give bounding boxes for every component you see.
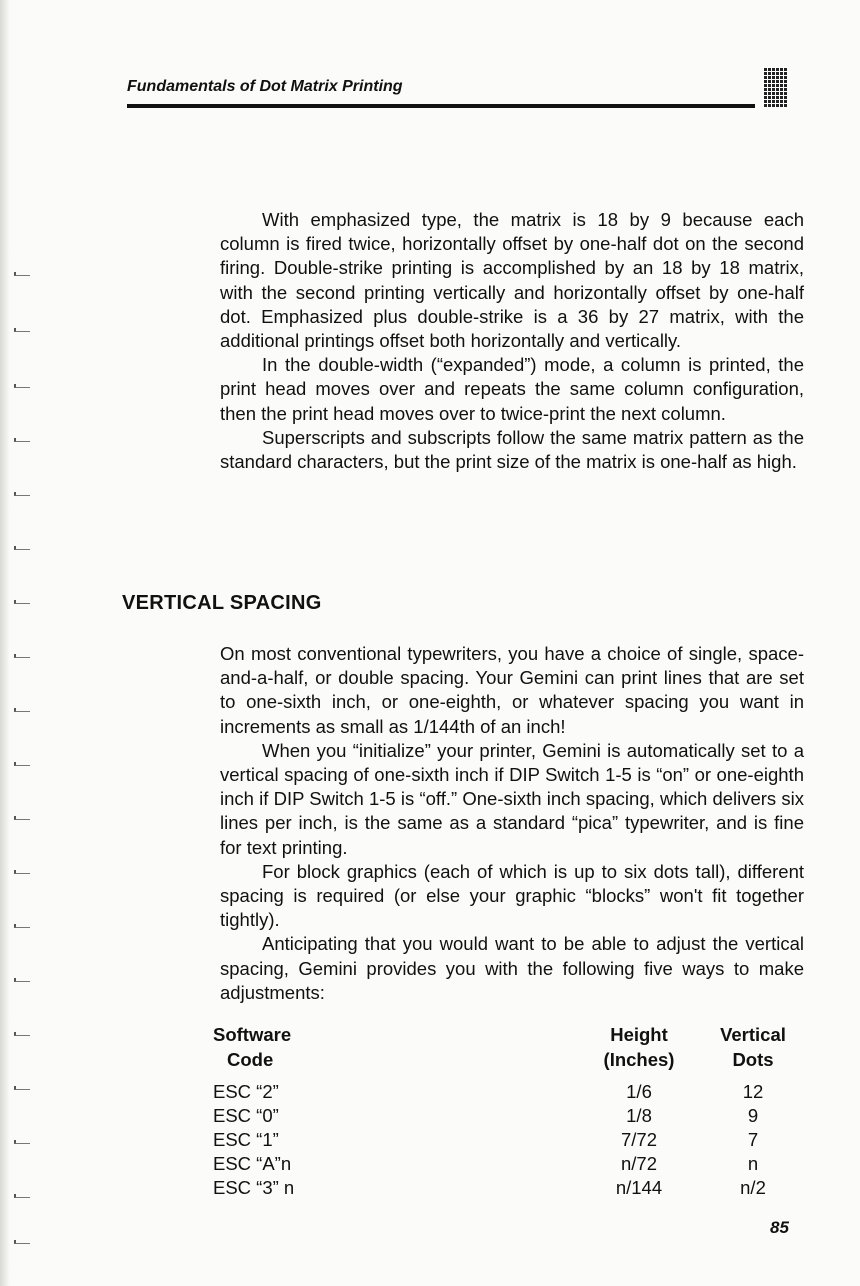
code-cell: ESC “2” xyxy=(213,1081,279,1102)
running-header: Fundamentals of Dot Matrix Printing xyxy=(127,78,403,95)
dots-cell: 9 xyxy=(747,1105,759,1126)
column-header-vertical-dots xyxy=(705,1022,801,1072)
code-cell: ESC “A”n xyxy=(213,1153,292,1174)
section-heading: VERTICAL SPACING xyxy=(122,592,322,614)
page-binding-edge xyxy=(0,0,10,1286)
column-header-height xyxy=(593,1022,685,1072)
header-line: Code xyxy=(227,1049,274,1070)
code-cell: ESC “0” xyxy=(213,1105,279,1126)
paragraph: With emphasized type, the matrix is 18 by 9 because each column is fired twice, horizontally offset by one-half dot on the second firing. Double-strike printing is accomplished by an 18 by 18 matrix, with the second printing vertically and horizontally offset by one-half dot. Emphasized plus double-strike is a 36 by 27 matrix, with the additional printings offset both horizontally and vertically. xyxy=(220,209,804,352)
section-text xyxy=(220,642,804,1005)
binding-mark xyxy=(14,1032,30,1036)
code-cell: ESC “3” n xyxy=(213,1177,295,1198)
header-rule xyxy=(127,104,755,108)
binding-mark xyxy=(14,1240,30,1244)
header-line: Dots xyxy=(732,1049,774,1070)
binding-mark xyxy=(14,492,30,496)
binding-mark xyxy=(14,546,30,550)
dots-cell: n/2 xyxy=(740,1177,766,1198)
header-line: Software xyxy=(213,1024,292,1045)
binding-mark xyxy=(14,1194,30,1198)
binding-mark xyxy=(14,1086,30,1090)
binding-mark xyxy=(14,328,30,332)
paragraph: In the double-width (“expanded”) mode, a column is printed, the print head moves over and repeats the same column configuration, then the print head moves over to twice-print the next column. xyxy=(220,354,804,424)
binding-mark xyxy=(14,438,30,442)
column-header-software-code xyxy=(213,1022,413,1072)
table-row xyxy=(213,1080,803,1104)
header-line: (Inches) xyxy=(603,1049,675,1070)
table-row xyxy=(213,1152,803,1176)
binding-marks xyxy=(14,0,44,1286)
height-cell: n/144 xyxy=(615,1177,663,1198)
binding-mark xyxy=(14,762,30,766)
paragraph: For block graphics (each of which is up to six dots tall), different spacing is required (or else your graphic “blocks” won't fit together tightly). xyxy=(220,860,804,931)
paragraph: Anticipating that you would want to be able to adjust the vertical spacing, Gemini provides you with the following five ways to make adjustments: xyxy=(220,933,804,1003)
table-row xyxy=(213,1176,803,1200)
intro-text xyxy=(220,208,804,474)
paragraph: On most conventional typewriters, you have a choice of single, space-and-a-half, or double spacing. Your Gemini can print lines that are set to one-sixth inch, or one-eighth, or whatever spacing you want in increments as small as 1/144th of an inch! xyxy=(220,643,804,737)
binding-mark xyxy=(14,384,30,388)
table-row xyxy=(213,1104,803,1128)
paragraph: Superscripts and subscripts follow the same matrix pattern as the standard characters, but the print size of the matrix is one-half as high. xyxy=(220,426,804,473)
table-row xyxy=(213,1128,803,1152)
dot-matrix-6-icon xyxy=(763,67,787,107)
binding-mark xyxy=(14,870,30,874)
binding-mark xyxy=(14,816,30,820)
binding-mark xyxy=(14,1140,30,1144)
dots-cell: 12 xyxy=(742,1081,764,1102)
table-header-row xyxy=(213,1022,803,1074)
dots-cell: 7 xyxy=(747,1129,759,1150)
binding-mark xyxy=(14,978,30,982)
header-line: Vertical xyxy=(720,1024,786,1045)
height-cell: 7/72 xyxy=(620,1129,657,1150)
paragraph: When you “initialize” your printer, Gemini is automatically set to a vertical spacing of one-sixth inch if DIP Switch 1-5 is “on” or one-eighth inch if DIP Switch 1-5 is “off.” One-sixth inch spacing, which delivers six lines per inch, is the same as a standard “pica” typewriter, and is fine for text printing. xyxy=(220,739,804,858)
height-cell: n/72 xyxy=(620,1153,657,1174)
binding-mark xyxy=(14,654,30,658)
binding-mark xyxy=(14,600,30,604)
spacing-table xyxy=(213,1022,803,1200)
height-cell: 1/8 xyxy=(626,1105,652,1126)
binding-mark xyxy=(14,924,30,928)
binding-mark xyxy=(14,272,30,276)
header-line: Height xyxy=(610,1024,668,1045)
height-cell: 1/6 xyxy=(626,1081,652,1102)
page-number: 85 xyxy=(770,1218,789,1237)
code-cell: ESC “1” xyxy=(213,1129,279,1150)
binding-mark xyxy=(14,708,30,712)
dots-cell: n xyxy=(747,1153,759,1174)
